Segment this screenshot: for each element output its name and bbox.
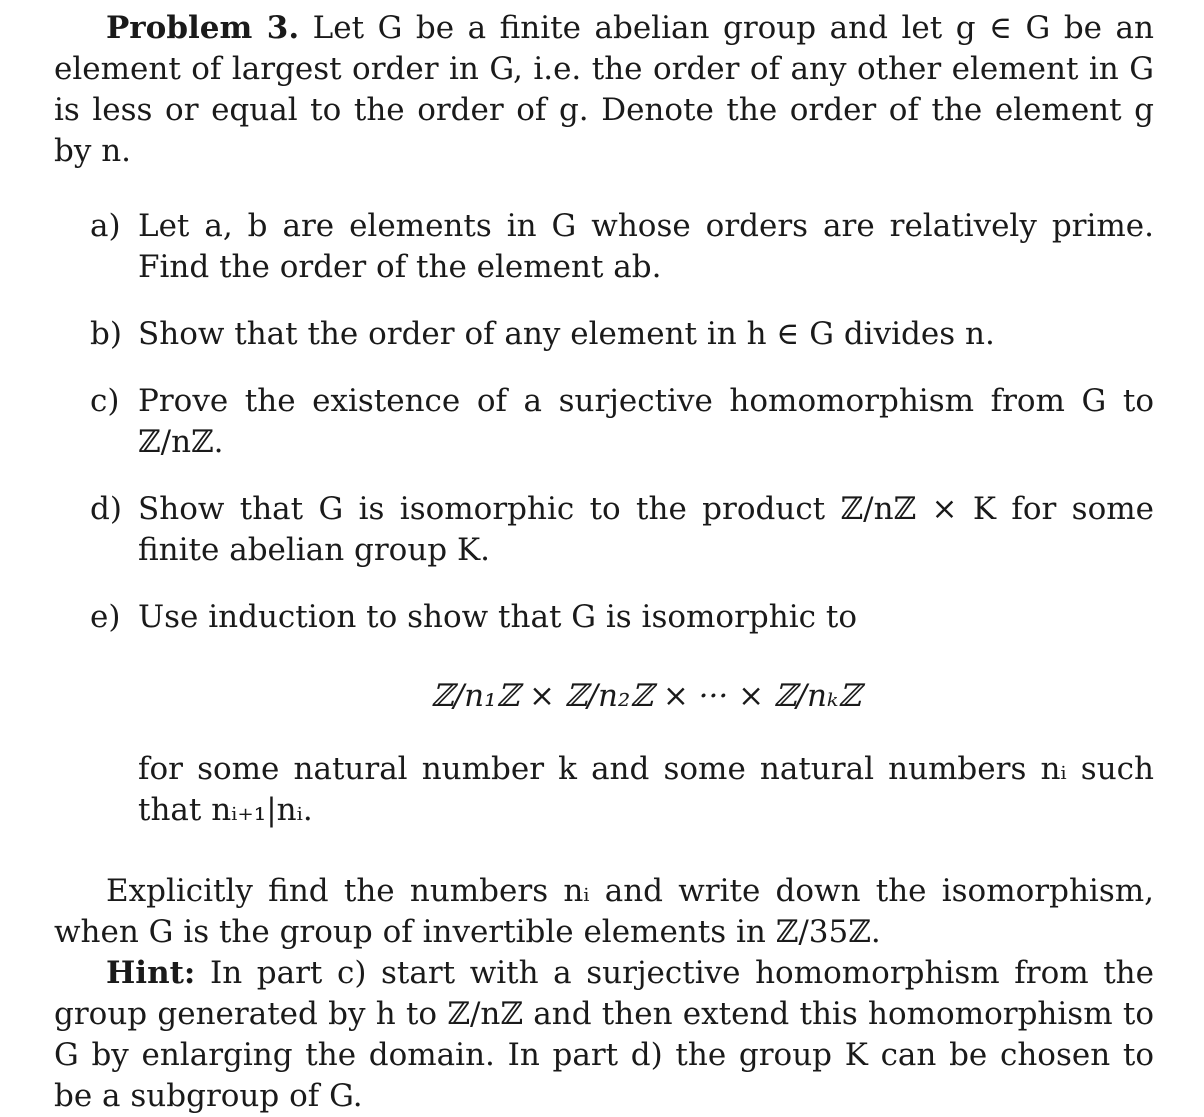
subproblem-d-text: Show that G is isomorphic to the product ℤ/nℤ × K for some finite abelian group K.: [138, 491, 1154, 568]
problem-title: Problem 3.: [106, 10, 300, 46]
problem-page: [54, 8, 1154, 1117]
subproblem-list: [54, 206, 1154, 638]
subproblem-b-marker: b): [90, 316, 122, 352]
subproblem-e-text: Use induction to show that G is isomorphic to: [138, 599, 857, 635]
problem-intro-text: Let G be a finite abelian group and let g ∈ G be an element of largest order in G, i.e. the order of any other element in G is less or equal to the order of g. Denote the order of the element g by n.: [54, 10, 1155, 169]
display-equation: ℤ/n₁ℤ × ℤ/n₂ℤ × ··· × ℤ/nₖℤ: [431, 678, 861, 714]
subproblem-a: [54, 206, 1154, 288]
hint-label: Hint:: [106, 955, 196, 991]
subproblem-e: [54, 597, 1154, 638]
problem-intro: [54, 8, 1154, 172]
explicit-instruction: Explicitly find the numbers nᵢ and write down the isomorphism, when G is the group of invertible elements in ℤ/35ℤ.: [54, 873, 1154, 950]
subproblem-a-text: Let a, b are elements in G whose orders are relatively prime. Find the order of the element ab.: [138, 208, 1154, 285]
subproblem-d: [54, 489, 1154, 571]
subproblem-b: [54, 314, 1154, 355]
subproblem-e-marker: e): [90, 599, 121, 635]
subproblem-a-marker: a): [90, 208, 121, 244]
subproblem-b-text: Show that the order of any element in h ∈ G divides n.: [138, 316, 995, 352]
subproblem-c: [54, 381, 1154, 463]
subproblem-c-marker: c): [90, 383, 120, 419]
subproblem-c-text: Prove the existence of a surjective homomorphism from G to ℤ/nℤ.: [138, 383, 1154, 460]
hint-text: In part c) start with a surjective homomorphism from the group generated by h to ℤ/nℤ and then extend this homomorphism to G by enlarging the domain. In part d) the group K can be chosen to be a subgroup of G.: [54, 955, 1154, 1114]
equation-condition: for some natural number k and some natural numbers nᵢ such that nᵢ₊₁|nᵢ.: [138, 751, 1154, 828]
subproblem-d-marker: d): [90, 491, 122, 527]
hint-paragraph: [54, 953, 1154, 1117]
